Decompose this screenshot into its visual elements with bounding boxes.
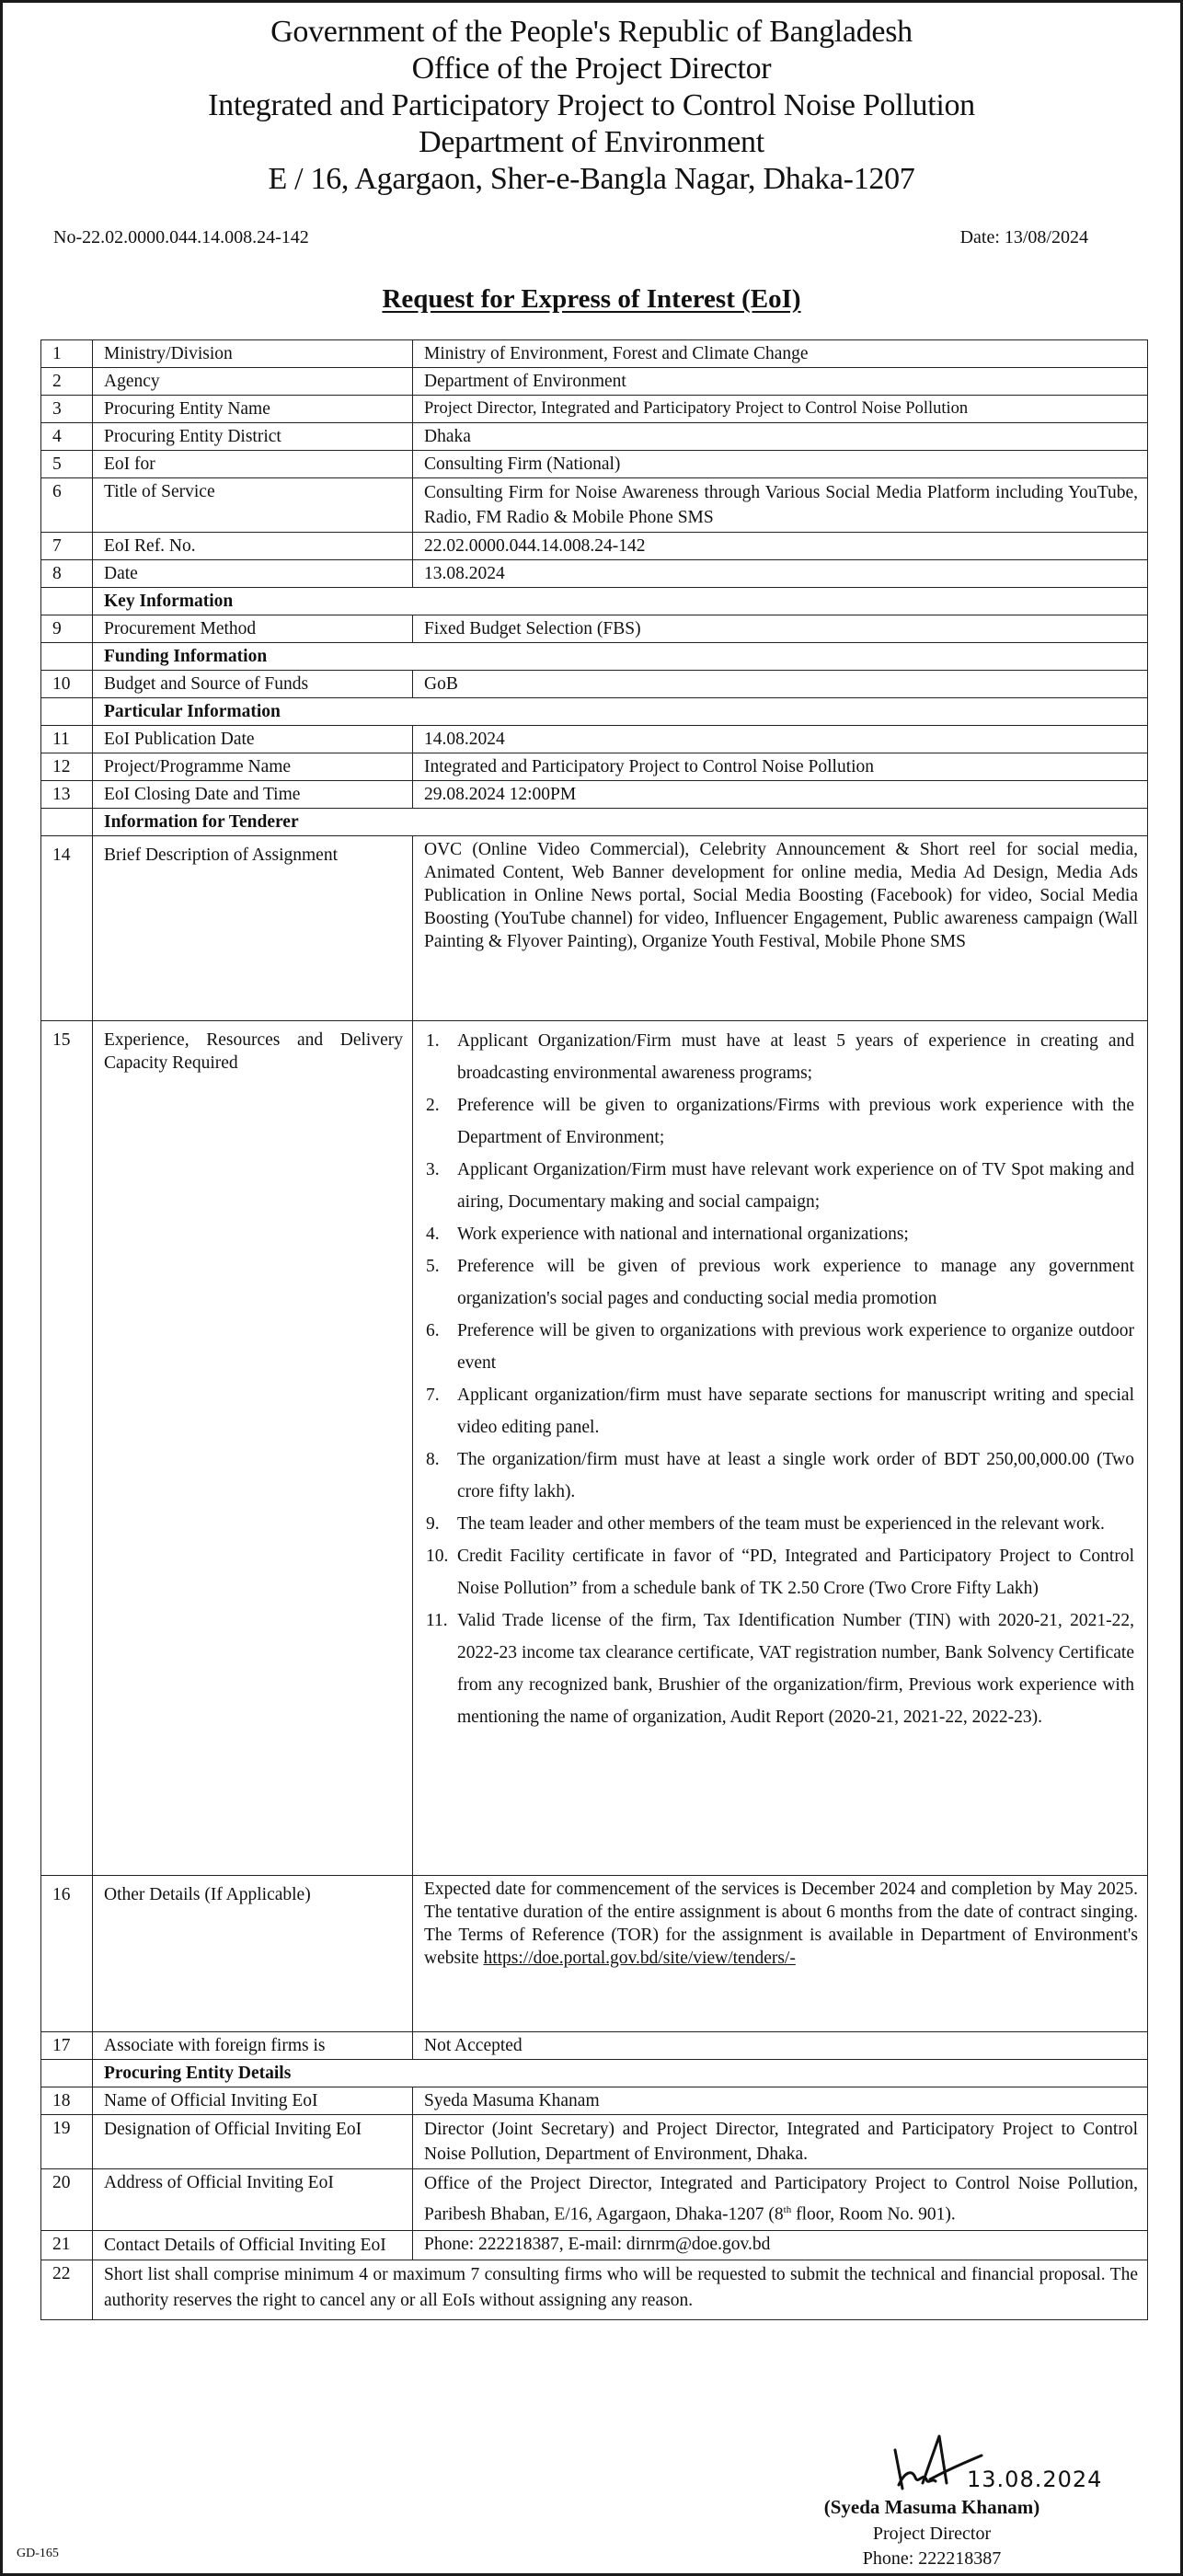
row-number: 1	[41, 340, 93, 368]
row-number: 16	[41, 1876, 93, 2032]
row-label: Name of Official Inviting EoI	[93, 2087, 413, 2115]
row-number: 2	[41, 368, 93, 396]
row-value: Expected date for commencement of the services is December 2024 and completion by May 2025. The tentative duration of the entire assignment is about 6 months from the date of contract singing. The Terms of Reference (TOR) for the assignment is available in Department of Environment's website https://doe.portal.gov.bd/site/view/tenders/-	[413, 1876, 1148, 2032]
row-value: Consulting Firm (National)	[413, 451, 1148, 478]
letterhead	[3, 14, 1180, 198]
row-value: OVC (Online Video Commercial), Celebrity Announcement & Short reel for social media, Animated Content, Web Banner development for online media, Media Ad Design, Media Ads Publication in Online News portal, Social Media Boosting (Facebook) for video, Social Media Boosting (YouTube channel) for video, Influencer Engagement, Public awareness campaign (Wall Painting & Flyover Painting), Organize Youth Festival, Mobile Phone SMS	[413, 836, 1148, 1021]
row-value: Short list shall comprise minimum 4 or maximum 7 consulting firms who will be requested to submit the technical and financial proposal. The authority reserves the right to cancel any or all EoIs without assigning any reason.	[93, 2260, 1148, 2319]
table-row	[41, 423, 1148, 451]
row-value: 13.08.2024	[413, 560, 1148, 588]
requirement-item: 8. The organization/firm must have at least a single work order of BDT 250,00,000.00 (Two crore fifty lakh).	[426, 1450, 1134, 1501]
row-number: 8	[41, 560, 93, 588]
row-number: 11	[41, 726, 93, 753]
requirements-list	[424, 1025, 1138, 1733]
row-number: 3	[41, 396, 93, 423]
table-row	[41, 2260, 1148, 2319]
table-row	[41, 2115, 1148, 2169]
row-label: Contact Details of Official Inviting EoI	[93, 2230, 413, 2260]
row-number: 4	[41, 423, 93, 451]
empty-cell	[41, 698, 93, 726]
requirement-item: 11. Valid Trade license of the firm, Tax Identification Number (TIN) with 2020-21, 2021-22, 2022-23 income tax clearance certificate, VAT registration number, Bank Solvency Certificate from any recognized bank, Brushier of the organization/firm, Previous work experience with mentioning the name of organization, Audit Report (2020-21, 2021-22, 2022-23).	[426, 1611, 1134, 1727]
row-value: Director (Joint Secretary) and Project Director, Integrated and Participatory Project to Control Noise Pollution, Department of Environment, Dhaka.	[413, 2115, 1148, 2169]
requirement-item: 5. Preference will be given of previous work experience to manage any government organization's social pages and conducting social media promotion	[426, 1257, 1134, 1308]
row-number: 14	[41, 836, 93, 1021]
signatory-name: (Syeda Masuma Khanam)	[823, 2496, 1040, 2518]
row-number: 12	[41, 753, 93, 781]
signatory-phone: Phone: 222218387	[862, 2548, 1002, 2569]
document-title: Request for Express of Interest (EoI)	[382, 284, 801, 314]
row-value: 14.08.2024	[413, 726, 1148, 753]
row-value: Phone: 222218387, E-mail: dirnrm@doe.gov.bd	[413, 2230, 1148, 2260]
table-row	[41, 451, 1148, 478]
table-row	[41, 615, 1148, 643]
row-number: 13	[41, 781, 93, 809]
table-row	[41, 340, 1148, 368]
section-row	[41, 588, 1148, 615]
row-label: Other Details (If Applicable)	[93, 1876, 413, 2032]
row-label: Procuring Entity District	[93, 423, 413, 451]
signatory-title: Project Director	[872, 2524, 992, 2544]
row-value: Department of Environment	[413, 368, 1148, 396]
table-row	[41, 671, 1148, 698]
issue-date: Date: 13/08/2024	[959, 227, 1088, 247]
table-row	[41, 781, 1148, 809]
letterhead-government: Government of the People's Republic of Bangladesh	[270, 15, 913, 49]
row-number: 7	[41, 533, 93, 560]
row-label: Budget and Source of Funds	[93, 671, 413, 698]
row-label: Project/Programme Name	[93, 753, 413, 781]
row-value: Ministry of Environment, Forest and Climate Change	[413, 340, 1148, 368]
row-number: 18	[41, 2087, 93, 2115]
row-number: 9	[41, 615, 93, 643]
row-number: 21	[41, 2230, 93, 2260]
requirement-item: 9. The team leader and other members of the team must be experienced in the relevant work.	[426, 1514, 1105, 1534]
row-value: Consulting Firm for Noise Awareness through Various Social Media Platform including YouTube, Radio, FM Radio & Mobile Phone SMS	[413, 478, 1148, 533]
table-row	[41, 396, 1148, 423]
requirement-item: 4. Work experience with national and international organizations;	[426, 1225, 909, 1244]
row-number: 5	[41, 451, 93, 478]
row-label: Procurement Method	[93, 615, 413, 643]
row-label: EoI Closing Date and Time	[93, 781, 413, 809]
row-label: Ministry/Division	[93, 340, 413, 368]
letterhead-address: E / 16, Agargaon, Sher-e-Bangla Nagar, Dhaka-1207	[268, 162, 915, 196]
eoi-table	[40, 339, 1148, 2320]
row-value: Syeda Masuma Khanam	[413, 2087, 1148, 2115]
table-row	[41, 2230, 1148, 2260]
row-value: Fixed Budget Selection (FBS)	[413, 615, 1148, 643]
letterhead-project: Integrated and Participatory Project to Control Noise Pollution	[208, 88, 975, 122]
row-label: Procuring Entity Name	[93, 396, 413, 423]
signature-date: 13.08.2024	[967, 2467, 1103, 2492]
table-row	[41, 533, 1148, 560]
table-row	[41, 2087, 1148, 2115]
row-label: Address of Official Inviting EoI	[93, 2169, 413, 2231]
row-value: Project Director, Integrated and Participatory Project to Control Noise Pollution	[413, 396, 1148, 423]
row-value: Office of the Project Director, Integrated and Participatory Project to Control Noise Pollution, Paribesh Bhaban, E/16, Agargaon, Dhaka-1207 (8th floor, Room No. 901).	[413, 2169, 1148, 2231]
table-row	[41, 726, 1148, 753]
table-row	[41, 836, 1148, 1021]
table-row	[41, 1021, 1148, 1876]
row-value: GoB	[413, 671, 1148, 698]
table-row	[41, 560, 1148, 588]
table-row	[41, 2032, 1148, 2060]
empty-cell	[41, 2060, 93, 2087]
section-row	[41, 809, 1148, 836]
empty-cell	[41, 643, 93, 671]
row-label: Agency	[93, 368, 413, 396]
row-number: 6	[41, 478, 93, 533]
row-label: Brief Description of Assignment	[93, 836, 413, 1021]
row-label: Experience, Resources and Delivery Capacity Required	[93, 1021, 413, 1876]
section-row	[41, 698, 1148, 726]
table-row	[41, 1876, 1148, 2032]
row-number: 22	[41, 2260, 93, 2319]
row-number: 19	[41, 2115, 93, 2169]
section-heading-information-for-tenderer: Information for Tenderer	[93, 809, 1148, 836]
table-row	[41, 753, 1148, 781]
requirements-cell	[413, 1021, 1148, 1876]
reference-number: No-22.02.0000.044.14.008.24-142	[53, 227, 309, 247]
row-value: 29.08.2024 12:00PM	[413, 781, 1148, 809]
section-row	[41, 2060, 1148, 2087]
letterhead-office: Office of the Project Director	[411, 52, 772, 86]
row-value: 22.02.0000.044.14.008.24-142	[413, 533, 1148, 560]
row-label: EoI for	[93, 451, 413, 478]
row-label: EoI Publication Date	[93, 726, 413, 753]
section-heading-particular-information: Particular Information	[93, 698, 1148, 726]
row-value: Not Accepted	[413, 2032, 1148, 2060]
requirement-item: 1. Applicant Organization/Firm must have at least 5 years of experience in creating and broadcasting environmental awareness programs;	[426, 1031, 1134, 1083]
empty-cell	[41, 588, 93, 615]
row-number: 15	[41, 1021, 93, 1876]
requirement-item: 6. Preference will be given to organizations with previous work experience to organize outdoor event	[426, 1321, 1134, 1373]
row-number: 20	[41, 2169, 93, 2231]
requirement-item: 10. Credit Facility certificate in favor of “PD, Integrated and Participatory Project to Control Noise Pollution” from a schedule bank of TK 2.50 Crore (Two Crore Fifty Lakh)	[426, 1547, 1134, 1598]
row-value: Integrated and Participatory Project to Control Noise Pollution	[413, 753, 1148, 781]
form-code: GD-165	[17, 2547, 59, 2560]
row-value: Dhaka	[413, 423, 1148, 451]
table-row	[41, 478, 1148, 533]
section-heading-funding-information: Funding Information	[93, 643, 1148, 671]
row-label: Title of Service	[93, 478, 413, 533]
table-row	[41, 368, 1148, 396]
row-label: Designation of Official Inviting EoI	[93, 2115, 413, 2169]
empty-cell	[41, 809, 93, 836]
tenders-link[interactable]: https://doe.portal.gov.bd/site/view/tenders/-	[483, 1949, 796, 1968]
section-heading-procuring-entity-details: Procuring Entity Details	[93, 2060, 1148, 2087]
letterhead-department: Department of Environment	[419, 125, 764, 159]
requirement-item: 2. Preference will be given to organizations/Firms with previous work experience with the Department of Environment;	[426, 1096, 1134, 1147]
requirement-item: 7. Applicant organization/firm must have separate sections for manuscript writing and special video editing panel.	[426, 1386, 1134, 1437]
row-label: Date	[93, 560, 413, 588]
section-row	[41, 643, 1148, 671]
section-heading-key-information: Key Information	[93, 588, 1148, 615]
row-number: 17	[41, 2032, 93, 2060]
requirement-item: 3. Applicant Organization/Firm must have relevant work experience on of TV Spot making and airing, Documentary making and social campaign;	[426, 1160, 1134, 1212]
row-number: 10	[41, 671, 93, 698]
row-label: Associate with foreign firms is	[93, 2032, 413, 2060]
table-row	[41, 2169, 1148, 2231]
row-label: EoI Ref. No.	[93, 533, 413, 560]
